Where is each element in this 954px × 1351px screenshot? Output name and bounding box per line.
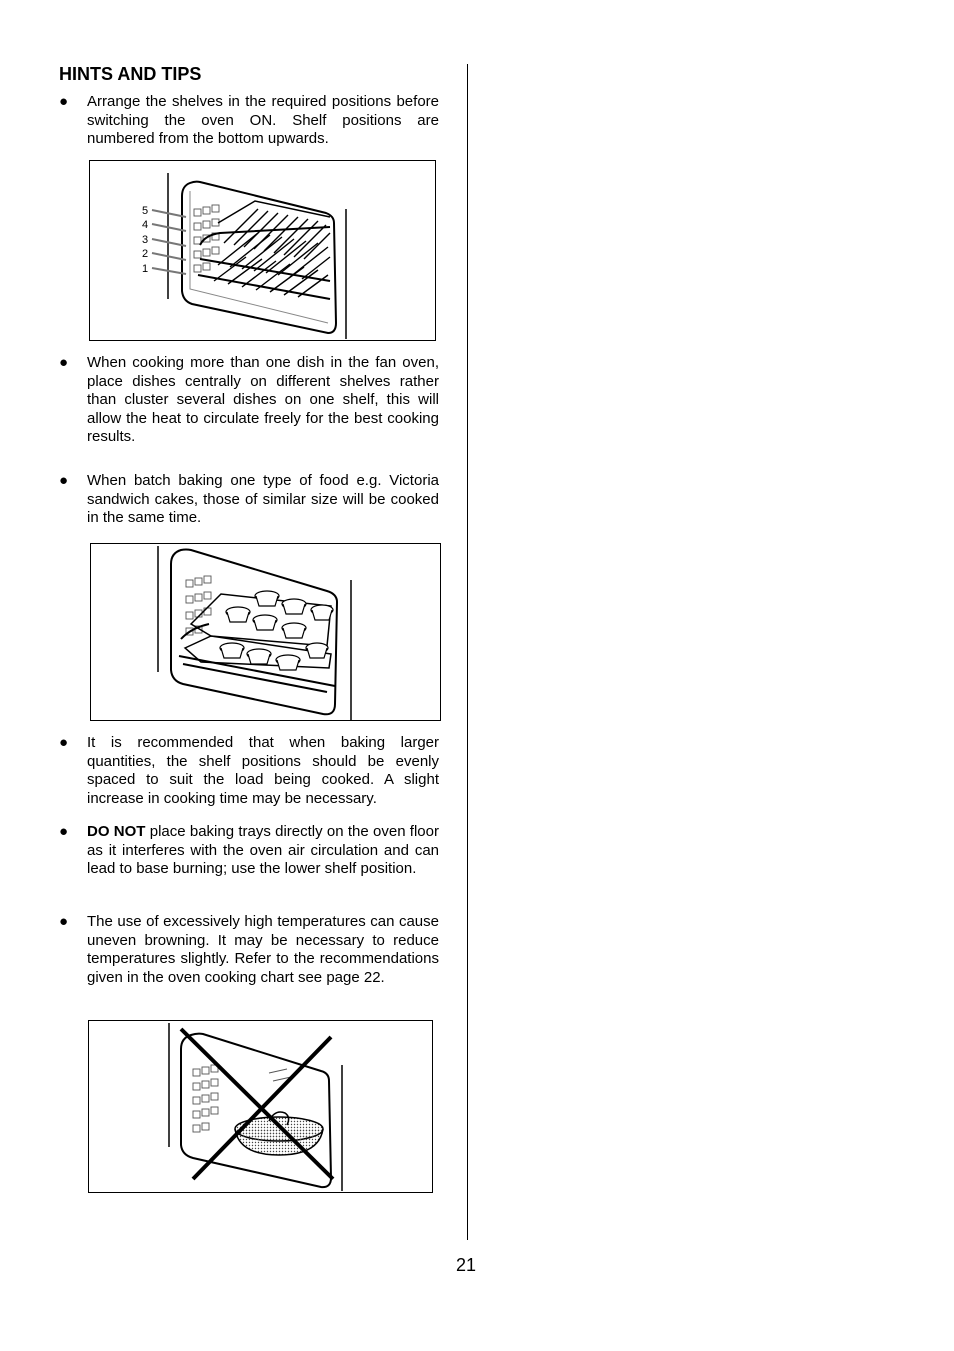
column-divider [467,64,468,1240]
tip-item [59,823,439,879]
tip-item [59,93,439,149]
bullet-icon: ● [59,823,69,840]
shelf-positions-illustration [89,160,436,341]
shelf-number-5: 5 [142,205,149,217]
bullet-icon: ● [59,93,69,110]
section-heading: HINTS AND TIPS [59,64,202,84]
bullet-icon: ● [59,472,69,489]
tip-text [87,823,439,879]
tip-text: When batch baking one type of food e.g. Victoria sandwich cakes, those of similar size will be cooked in the same time. [87,472,439,526]
tip-text: It is recommended that when baking larger quantities, the shelf positions should be evenly spaced to suit the load being cooked. A slight increase in cooking time may be necessary. [87,734,439,807]
bullet-icon: ● [59,913,69,930]
tip-emphasis: DO NOT [87,823,146,840]
shelf-number-4: 4 [142,219,149,231]
tip-text: When cooking more than one dish in the fan oven, place dishes centrally on different shelves rather than cluster several dishes on one shelf, this will allow the heat to circulate freely for the best cooking results. [87,354,439,445]
tip-text: Arrange the shelves in the required positions before switching the oven ON. Shelf positions are numbered from the bottom upwards. [87,93,439,147]
tip-item [59,472,439,528]
shelf-number-2: 2 [142,248,149,260]
tip-item [59,734,439,808]
batch-baking-illustration [90,543,441,721]
tip-item [59,354,439,447]
tip-item [59,913,439,987]
bullet-icon: ● [59,734,69,751]
tip-text: The use of excessively high temperatures can cause uneven browning. It may be necessary to reduce temperatures slightly. Refer to the recommendations given in the oven cooking chart see page 22. [87,913,439,986]
bullet-icon: ● [59,354,69,371]
shelf-number-1: 1 [142,263,149,275]
tip-text-rest: place baking trays directly on the oven floor as it interferes with the oven air circulation and can lead to base burning; use the lower shelf position. [87,823,439,877]
incorrect-floor-placement-illustration [88,1020,433,1193]
shelf-number-3: 3 [142,234,149,246]
page-number: 21 [456,1255,477,1275]
